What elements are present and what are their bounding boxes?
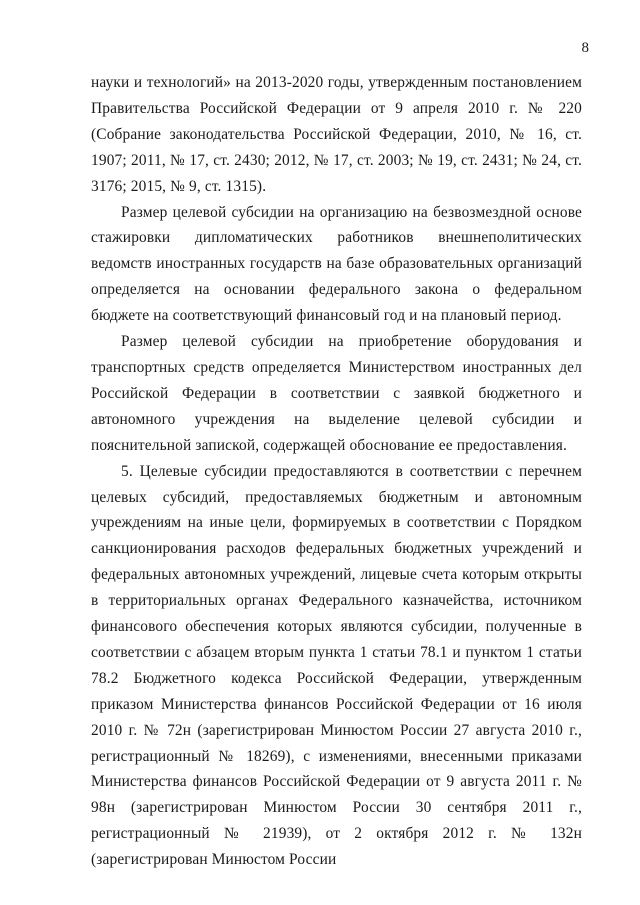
paragraph-equipment-subsidy: Размер целевой субсидии на приобретение оборудования и транспортных средств определяется Министерством иностранных дел Российской Федерации в соответствии с заявкой бюджетного и автономного учреждения на выделение целевой субсидии и пояснительной запиской, содержащей обоснование ее предоставления. bbox=[91, 333, 582, 454]
document-body bbox=[91, 70, 582, 873]
page-number: 8 bbox=[581, 40, 589, 56]
paragraph-continued: науки и технологий» на 2013-2020 годы, утвержденным постановлением Правительства Российской Федерации от 9 апреля 2010 г. № 220 (Собрание законодательства Российской Федерации, 2010, № 16, ст. 1907; 2011, № 17, ст. 2430; 2012, № 17, ст. 2003; № 19, ст. 2431; № 24, ст. 3176; 2015, № 9, ст. 1315). bbox=[91, 74, 582, 195]
paragraph-internship-subsidy: Размер целевой субсидии на организацию на безвозмездной основе стажировки дипломатических работников внешнеполитических ведомств иностранных государств на базе образовательных организаций определяется на основании федерального закона о федеральном бюджете на соответствующий финансовый год и на плановый период. bbox=[91, 203, 582, 325]
paragraph-item-5: 5. Целевые субсидии предоставляются в соответствии с перечнем целевых субсидий, предоставляемых бюджетным и автономным учреждениям на иные цели, формируемых в соответствии с Порядком санкционирования расходов федеральных бюджетных учреждений и федеральных автономных учреждений, лицевые счета которым открыты в территориальных органах Федерального казначейства, источником финансового обеспечения которых являются субсидии, полученные в соответствии с абзацем вторым пункта 1 статьи 78.1 и пунктом 1 статьи 78.2 Бюджетного кодекса Российской Федерации, утвержденным приказом Министерства финансов Российской Федерации от 16 июля 2010 г. № 72н (зарегистрирован Минюстом России 27 августа 2010 г., регистрационный № 18269), с изменениями, внесенными приказами Министерства финансов Российской Федерации от 9 августа 2011 г. № 98н (зарегистрирован Минюстом России 30 сентября 2011 г., регистрационный № 21939), от 2 октября 2012 г. № 132н (зарегистрирован Минюстом России bbox=[91, 462, 582, 869]
